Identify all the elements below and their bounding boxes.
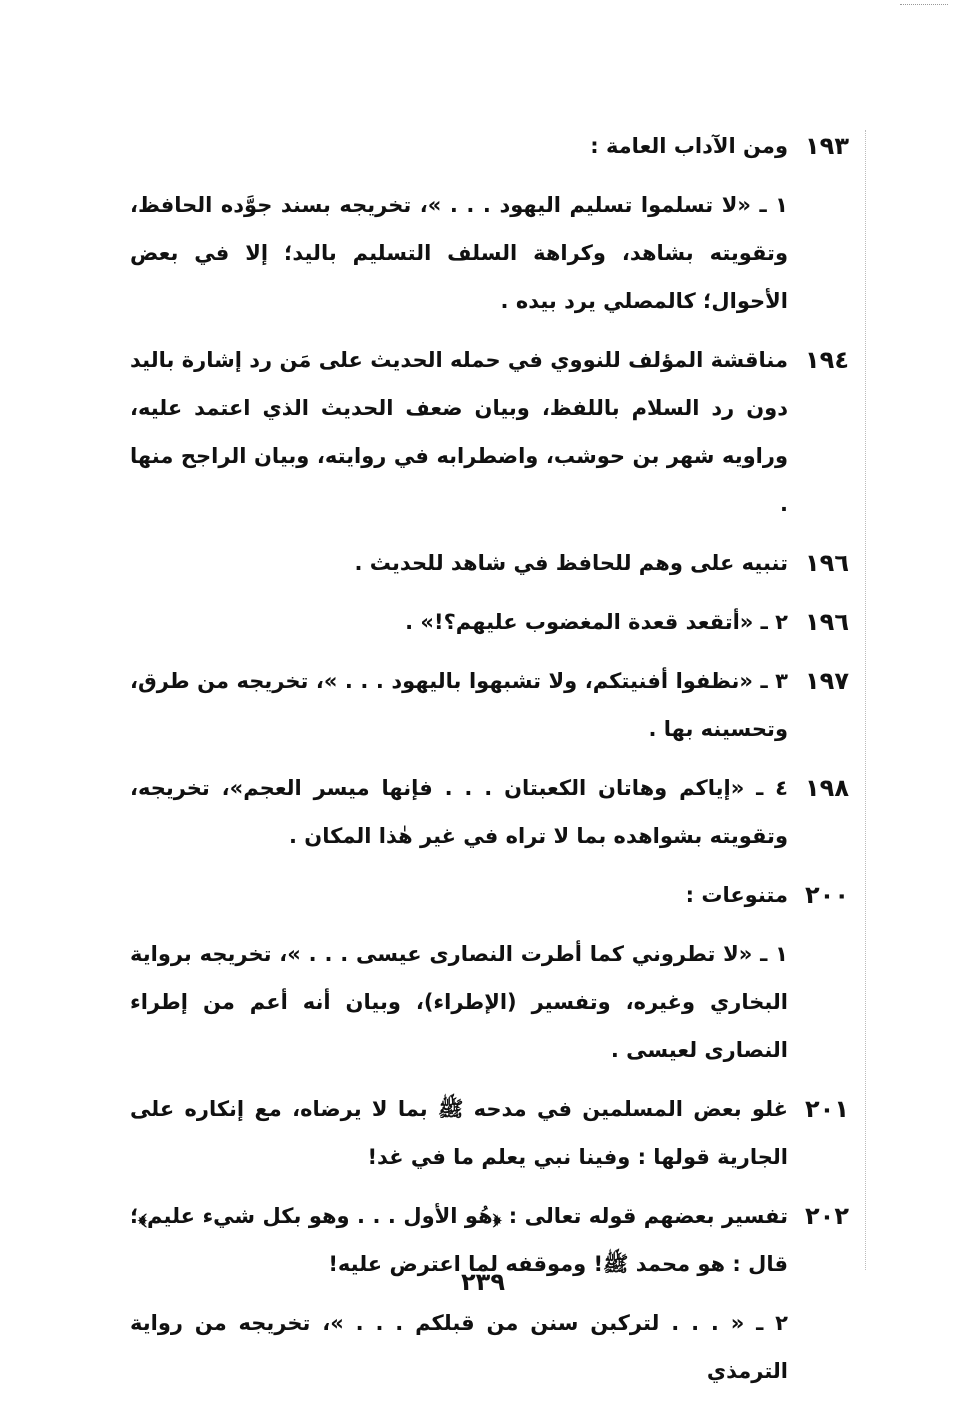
page-number: ٢٣٩: [461, 1268, 505, 1296]
toc-entry: [130, 1299, 866, 1395]
entry-text: ١ ـ «لا تطروني كما أطرت النصارى عيسى . . . »، تخريجه برواية البخاري وغيره، وتفسير (الإطراء)، وبيان أنه أعم من إطراء النصارى لعيسى .: [130, 942, 788, 1062]
toc-entry: [130, 336, 866, 528]
entry-text: ٢ ـ « . . . لتركبن سنن من قبلكم . . . »، تخريجه من رواية الترمذي: [130, 1311, 788, 1383]
entry-page-number: ٢٠١: [805, 1095, 849, 1123]
toc-entry: [130, 181, 866, 325]
toc-entry: [130, 1085, 866, 1181]
entry-text: ٢ ـ «أتقعد قعدة المغضوب عليهم؟!» .: [405, 610, 788, 634]
entry-page-number: ١٩٧: [805, 667, 849, 695]
entry-page-number: ١٩٨: [805, 774, 849, 802]
entry-text: مناقشة المؤلف للنووي في حمله الحديث على مَن رد إشارة باليد دون رد السلام باللفظ، وبيان ضعف الحديث الذي اعتمد عليه، وراويه شهر بن حوشب، واضطرابه في روايته، وبيان الراجح منها .: [130, 348, 788, 516]
entry-page-number: ١٩٣: [805, 132, 849, 160]
entry-text: متنوعات :: [685, 883, 788, 907]
entry-page-number: ١٩٦: [805, 549, 849, 577]
toc-entry: [130, 764, 866, 860]
entry-text: تنبيه على وهم للحافظ في شاهد للحديث .: [354, 551, 788, 575]
entry-page-number: ٢٠٠: [805, 881, 849, 909]
entry-text: ٣ ـ «نظفوا أفنيتكم، ولا تشبهوا باليهود . . . »، تخريجه من طرق، وتحسينه بها .: [130, 669, 788, 741]
entry-page-number: ١٩٦: [805, 608, 849, 636]
toc-entry: [130, 122, 866, 170]
toc-entry: [130, 598, 866, 646]
table-of-contents: [130, 122, 866, 1406]
entry-text: غلو بعض المسلمين في مدحه ﷺ بما لا يرضاه، مع إنكاره على الجارية قولها : وفينا نبي يعلم ما في غد!: [130, 1097, 788, 1169]
toc-entry: [130, 539, 866, 587]
entry-text: ومن الآداب العامة :: [590, 134, 788, 158]
entry-page-number: ١٩٤: [805, 346, 849, 374]
entry-text: ٤ ـ «إياكم وهاتان الكعبتان . . . فإنها ميسر العجم»، تخريجه، وتقويته بشواهده بما لا تراه في غير هٰذا المكان .: [130, 776, 788, 848]
toc-entry: [130, 657, 866, 753]
entry-page-number: ٢٠٢: [805, 1202, 849, 1230]
entry-text: تفسير بعضهم قوله تعالى : ﴿هُو الأول . . . وهو بكل شيء عليم﴾؛ قال : هو محمد ﷺ! وموقفه لما اعترض عليه!: [130, 1204, 788, 1276]
scan-corner-mark: [900, 4, 948, 5]
entry-text: ١ ـ «لا تسلموا تسليم اليهود . . . »، تخريجه بسند جوَّده الحافظ، وتقويته بشاهد، وكراهة السلف التسليم باليد؛ إلا في بعض الأحوال؛ كالمصلي يرد بيده .: [130, 193, 788, 313]
toc-entry: [130, 930, 866, 1074]
toc-entry: [130, 871, 866, 919]
